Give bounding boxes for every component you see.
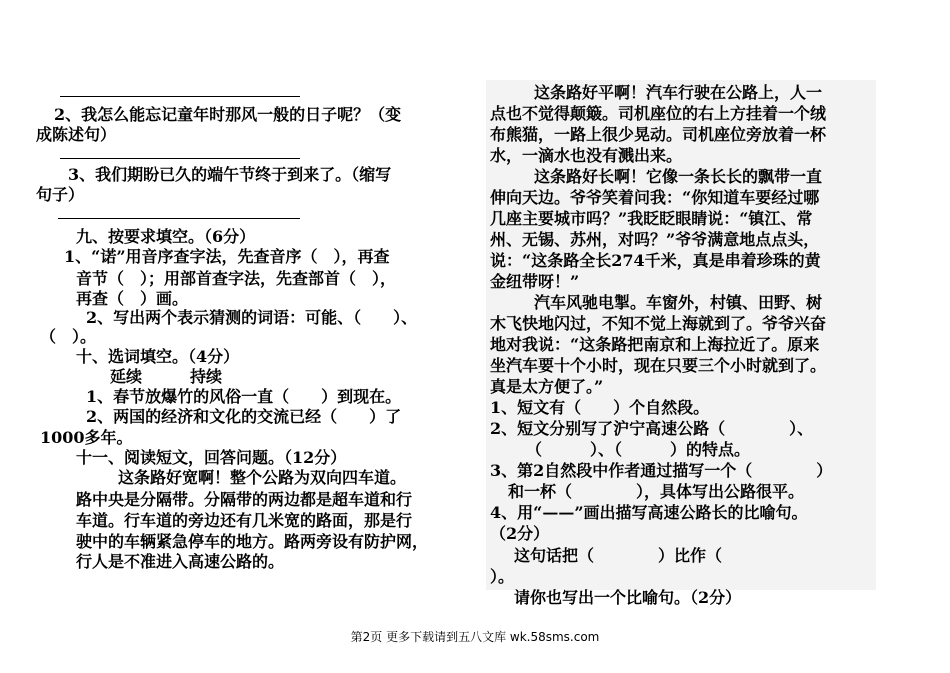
page-footer: 第2页 更多下载请到五八文库 wk.58sms.com xyxy=(350,630,600,644)
section-9-heading: 九、按要求填空。（6分） xyxy=(76,227,256,246)
section-9-q1-line-2: 音节（ ）；用部首查字法，先查部首（ ）， xyxy=(76,269,397,288)
answer-line-3 xyxy=(58,218,300,219)
question-3-line-1: 3、我们期盼已久的端午节终于到来了。（缩写 xyxy=(68,165,392,184)
answer-line-2 xyxy=(60,158,300,159)
passage-line-3: 车道。行车道的旁边还有几米宽的路面，那是行 xyxy=(76,511,413,530)
section-10-q1: 1、春节放爆竹的风俗一直（ ）到现在。 xyxy=(86,387,402,406)
passage-p4-line-3: 地对我说：“这条路把南京和上海拉近了。原来 xyxy=(490,335,820,354)
passage-p3-line-6: 金纽带呀！” xyxy=(490,272,580,291)
passage-p3-line-1: 这条路好长啊！它像一条长长的飘带一直 xyxy=(534,167,823,186)
reading-q3-line-1: 3、第2自然段中作者通过描写一个（ ） xyxy=(490,461,833,480)
reading-q2-line-2: （ ）、（ ）的特点。 xyxy=(526,440,751,459)
passage-p2-line-1: 这条路好平啊！汽车行驶在公路上，人一 xyxy=(534,83,823,102)
passage-p4-line-4: 坐汽车要十个小时，现在只要三个小时就到了。 xyxy=(490,356,827,375)
passage-p2-line-2: 点也不觉得颠簸。司机座位的右上方挂着一个绒 xyxy=(490,104,827,123)
passage-p2-line-4: 水，一滴水也没有溅出来。 xyxy=(490,146,683,165)
passage-p4-line-1: 汽车风驰电掣。车窗外，村镇、田野、树 xyxy=(534,293,823,312)
passage-line-2: 路中央是分隔带。分隔带的两边都是超车道和行 xyxy=(76,490,413,509)
section-9-q2-line-2: （ ）。 xyxy=(40,327,97,346)
section-10-q2-line-2: 1000多年。 xyxy=(40,428,133,447)
section-10-heading: 十、选词填空。（4分） xyxy=(76,347,240,366)
reading-q4-line-3: 这句话把（ ）比作（ xyxy=(514,546,739,565)
section-10-q2-line-1: 2、两国的经济和文化的交流已经（ ）了 xyxy=(86,407,402,426)
passage-p3-line-5: 说：“这条路全长274千米，真是串着珍珠的黄 xyxy=(490,251,821,270)
question-2-line-1: 2、我怎么能忘记童年时那风一般的日子呢？（变 xyxy=(54,105,402,124)
section-9-q1-line-1: 1、“诺”用音序查字法，先查音序（ ），再查 xyxy=(64,247,390,266)
reading-q4-line-1: 4、用“——”画出描写高速公路长的比喻句。 xyxy=(490,503,808,522)
question-2-line-2: 成陈述句） xyxy=(36,125,117,144)
passage-p3-line-4: 州、无锡、苏州，对吗？”爷爷满意地点点头， xyxy=(490,230,820,249)
passage-line-4: 驶中的车辆紧急停车的地方。路两旁设有防护网， xyxy=(76,532,429,551)
passage-p4-line-2: 木飞快地闪过，不知不觉上海就到了。爷爷兴奋 xyxy=(490,314,827,333)
passage-p3-line-2: 伸向天边。爷爷笑着问我：“你知道车要经过哪 xyxy=(490,188,820,207)
passage-line-1: 这条路好宽啊！整个公路为双向四车道。 xyxy=(118,468,407,487)
reading-q3-line-2: 和一杯（ ），具体写出公路很平。 xyxy=(508,482,805,501)
right-column xyxy=(486,80,876,607)
word-choices: 延续 持续 xyxy=(110,367,223,386)
reading-q4-line-2: （2分） xyxy=(490,524,550,543)
answer-line-1 xyxy=(60,96,300,97)
reading-q2-line-1: 2、短文分别写了沪宁高速公路（ ）、 xyxy=(490,419,814,438)
reading-q4-line-4: ）。 xyxy=(490,567,515,586)
passage-line-5: 行人是不准进入高速公路的。 xyxy=(76,552,285,571)
section-9-q1-line-3: 再查（ ）画。 xyxy=(76,289,189,308)
passage-p3-line-3: 几座主要城市吗？”我眨眨眼睛说：“镇江、常 xyxy=(490,209,813,228)
question-3-line-2: 句子） xyxy=(36,185,85,204)
passage-p4-line-5: 真是太方便了。” xyxy=(490,377,604,396)
reading-q1: 1、短文有（ ）个自然段。 xyxy=(490,398,710,417)
section-9-q2-line-1: 2、写出两个表示猜测的词语：可能、（ ）、 xyxy=(86,308,418,327)
reading-q4-line-5: 请你也写出一个比喻句。（2分） xyxy=(514,588,742,607)
passage-p2-line-3: 布熊猫，一路上很少晃动。司机座位旁放着一杯 xyxy=(490,125,827,144)
section-11-heading: 十一、阅读短文，回答问题。（12分） xyxy=(76,448,347,467)
